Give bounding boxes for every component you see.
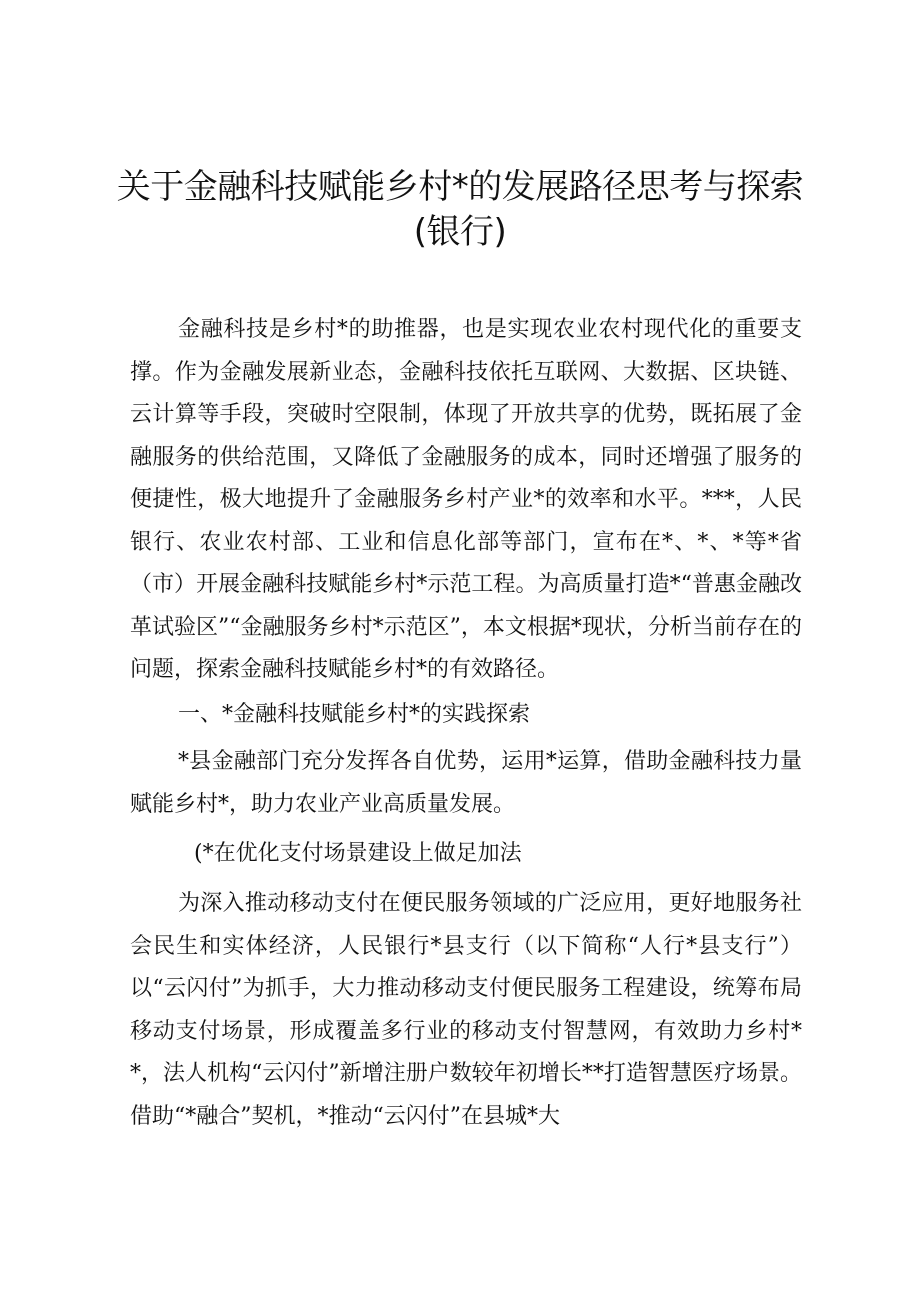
subsection-heading-1: (*在优化支付场景建设上做足加法	[194, 841, 522, 866]
paragraph-intro: 金融科技是乡村*的助推器，也是实现农业农村现代化的重要支撑。作为金融发展新业态，金融科技依托互联网、大数据、区块链、云计算等手段，突破时空限制，体现了开放共享的优势，既拓展了金融服务的供给范围，又降低了金融服务的成本，同时还增强了服务的便捷性，极大地提升了金融服务乡村产业*的效率和水平。***，人民银行、农业农村部、工业和信息化部等部门，宣布在*、*、*等*省（市）开展金融科技赋能乡村*示范工程。为高质量打造*“普惠金融改革试验区”“金融服务乡村*示范区”，本文根据*现状，分析当前存在的问题，探索金融科技赋能乡村*的有效路径。	[130, 317, 802, 682]
section-heading-1: 一、*金融科技赋能乡村*的实践探索	[178, 702, 531, 727]
document-subtitle: (银行)	[413, 212, 507, 252]
paragraph-section-1: *县金融部门充分发挥各自优势，运用*运算，借助金融科技力量赋能乡村*，助力农业产业高质量发展。	[130, 749, 802, 817]
document-title: 关于金融科技赋能乡村*的发展路径思考与探索	[116, 167, 804, 207]
paragraph-subsection-1: 为深入推动移动支付在便民服务领域的广泛应用，更好地服务社会民生和实体经济，人民银行*县支行（以下简称“人行*县支行”）以“云闪付”为抓手，大力推动移动支付便民服务工程建设，统筹布局移动支付场景，形成覆盖多行业的移动支付智慧网，有效助力乡村**，法人机构“云闪付”新增注册户数较年初增长**打造智慧医疗场景。借助“*融合”契机，*推动“云闪付”在县城*大	[130, 891, 802, 1129]
